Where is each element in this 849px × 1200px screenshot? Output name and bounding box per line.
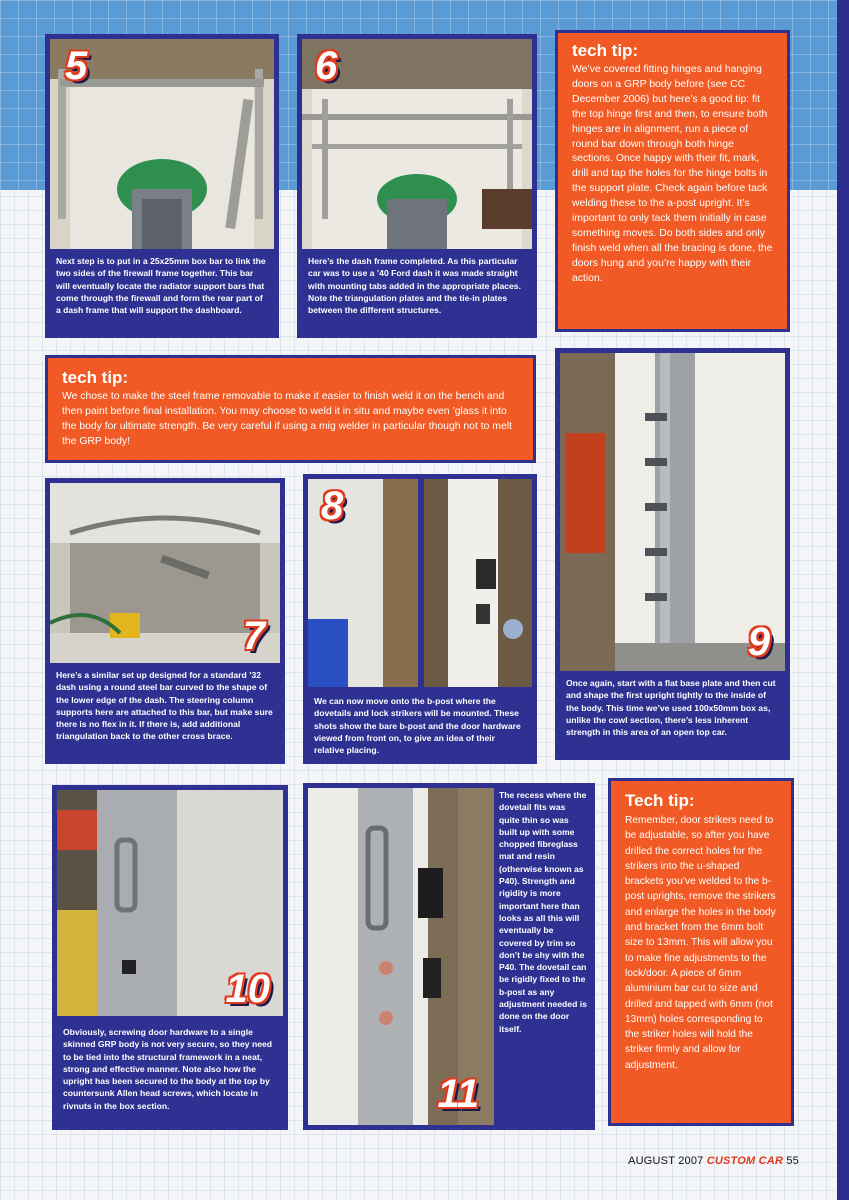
step-9-caption: Once again, start with a flat base plate and then cut and shape the first upright tightly to the inside of the body. This time we’ve used 100x50mm box as, unlike the cowl section, there’s less inherent strength in this area of an open top car. [566, 678, 776, 738]
step-9-panel [555, 348, 790, 760]
step-7-number: 7 [242, 614, 265, 658]
step-11-panel [303, 783, 595, 1130]
step-10-number: 10 [225, 967, 270, 1011]
step-5-caption: Next step is to put in a 25x25mm box bar to link the two sides of the firewall frame together. This bar will eventually locate the radiator support bars that come through the firewall and form the rear part of a dash frame that will support the dashboard. [56, 256, 266, 316]
page-number: 55 [786, 1155, 799, 1167]
step-7-panel [45, 478, 285, 764]
tech-tip-removable-frame-body: We chose to make the steel frame removable to make it easier to finish weld it on the bench and then paint before final installation. You may choose to weld it in situ and maybe even ’glass it into the body for ultimate strength. Be very careful if using a mig welder in particular though not to melt the GRP body! [62, 391, 512, 447]
step-6-photo [302, 39, 532, 249]
page-edge-strip [837, 0, 849, 1200]
tech-tip-hinges-title: tech tip: [572, 41, 639, 60]
step-6-caption: Here’s the dash frame completed. As this particular car was to use a ’40 Ford dash it was made straight with mounting tabs added in the appropriate places. Note the triangulation plates and the tie-in plates between the different structures. [308, 256, 521, 316]
step-11-caption: The recess where the dovetail fits was quite thin so was built up with some chopped fibreglass mat and resin (otherwise known as P40). Strength and rigidity is more important here than looks as all this will eventually be covered by trim so don’t be shy with the P40. The dovetail can be rigidly fixed to the b-post as any adjustment needed is done on the door itself. [499, 790, 587, 1034]
step-5-panel [45, 34, 279, 338]
step-10-panel [52, 785, 288, 1130]
tech-tip-removable-frame-title: tech tip: [62, 368, 129, 387]
step-7-caption: Here’s a similar set up designed for a standard ’32 dash using a round steel bar curved to the shape of the lower edge of the dash. The steering column supports here are attached to this bar, but make sure there is no flex in it. If there is, add additional triangulation back to the other cross brace. [56, 670, 273, 742]
step-8-panel [303, 474, 537, 764]
tech-tip-removable-frame [45, 355, 536, 463]
tech-tip-hinges-body: We’ve covered fitting hinges and hanging doors on a GRP body before (see CC December 2006) but here’s a good tip: fit the top hinge first and then, to ensure both hinges are in alignment, run a piece of round bar down through both hinge sections. Once happy with their fit, mark, drill and tap the holes for the hinge bolts in the support plate. Check again before tack welding these to the a-post upright. It’s important to only tack them initially in case something moves. Do both sides and only finish weld when all the bracing is done, the doors hung and you’re happy with their action. [572, 64, 773, 284]
step-8-caption: We can now move onto the b-post where the dovetails and lock strikers will be mounted. These shots show the bare b-post and the door hardware viewed from front on, to give an idea of their relative placing. [314, 696, 521, 756]
tech-tip-door-strikers-body: Remember, door strikers need to be adjustable, so after you have drilled the correct holes for the strikers into the u-shaped brackets you’ve welded to the b-post uprights, remove the strikers and enlarge the holes in the body and bracket from the 6mm bolt size to 13mm. This will allow you to make fine adjustments to the lock/door. A piece of 6mm aluminium bar cut to size and drilled and tapped with 6mm (not 13mm) holes corresponding to the striker holes will hold the striker firmly and allow for adjustment. [625, 815, 776, 1071]
step-5-photo [50, 39, 274, 249]
tech-tip-door-strikers-title: Tech tip: [625, 791, 695, 810]
tech-tip-door-strikers [608, 778, 794, 1126]
step-5-number: 5 [65, 44, 88, 88]
issue-date: AUGUST 2007 [628, 1155, 704, 1167]
step-6-panel [297, 34, 537, 338]
magazine-name: CUSTOM CAR [706, 1155, 784, 1167]
step-10-caption: Obviously, screwing door hardware to a single skinned GRP body is not very secure, so they need to be tied into the structural framework in a neat, strong and effective manner. Note also how the upright has been secured to the body at the top by countersunk Allen head screws, which locate in rivnuts in the box section. [63, 1027, 273, 1111]
step-7-photo [50, 483, 280, 663]
tech-tip-hinges [555, 30, 790, 332]
step-8-photo [308, 479, 532, 687]
step-11-photo [308, 788, 494, 1125]
step-6-number: 6 [315, 44, 338, 88]
page-footer [628, 1155, 799, 1167]
step-9-number: 9 [747, 620, 770, 664]
step-8-number: 8 [321, 484, 344, 528]
step-9-photo [560, 353, 785, 671]
step-11-number: 11 [437, 1072, 479, 1116]
step-10-photo [57, 790, 283, 1016]
